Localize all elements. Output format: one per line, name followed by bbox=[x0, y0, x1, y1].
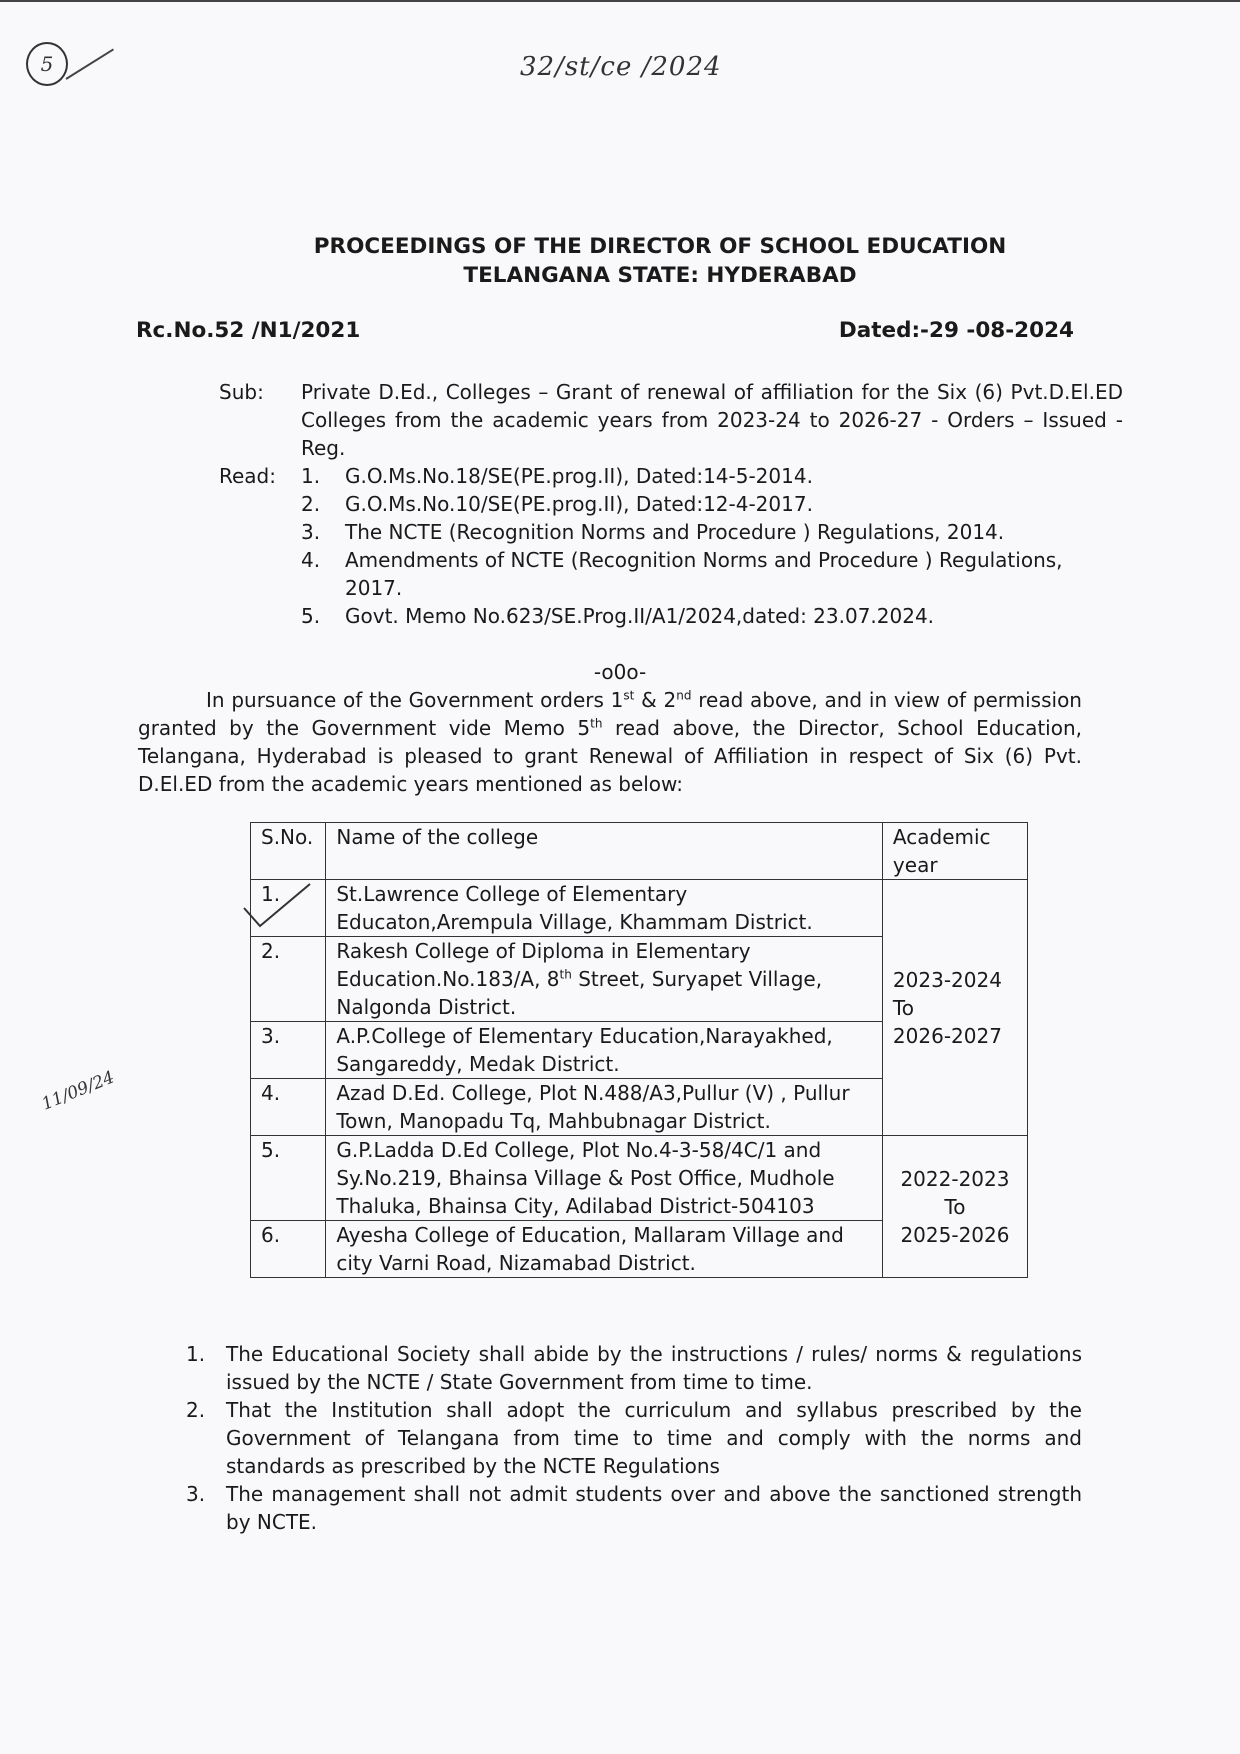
paragraph-text: read above, the Director, School Education, Telangana, Hyderabad is pleased to grant Renewal of Affiliation in respect of Six (6) Pvt. D.El.ED from the academic years mentioned as below: bbox=[138, 716, 1082, 796]
cell-college-name: St.Lawrence College of Elementary Educaton,Arempula Village, Khammam District. bbox=[326, 880, 883, 937]
condition-text: The Educational Society shall abide by the instructions / rules/ norms & regulations issued by the NCTE / State Government from time to time. bbox=[226, 1342, 1082, 1394]
year-end: 2025-2026 bbox=[900, 1222, 1010, 1247]
document-date: Dated:-29 -08-2024 bbox=[838, 318, 1074, 343]
cell-sno: 1. bbox=[251, 880, 326, 937]
read-item-number: 4. bbox=[301, 548, 321, 572]
read-item-text: Amendments of NCTE (Recognition Norms and Procedure ) Regulations, 2017. bbox=[345, 548, 1063, 600]
header-sno: S.No. bbox=[251, 823, 326, 880]
cell-college-name: Azad D.Ed. College, Plot N.488/A3,Pullur (V) , Pullur Town, Manopadu Tq, Mahbubnagar District. bbox=[326, 1079, 883, 1136]
read-item-number: 1. bbox=[301, 464, 321, 488]
condition-number: 1. bbox=[186, 1342, 206, 1366]
subject-text: Private D.Ed., Colleges – Grant of renewal of affiliation for the Six (6) Pvt.D.El.ED Colleges from the academic years from 2023-24 to 2026-27 - Orders – Issued - Reg. bbox=[301, 380, 1123, 460]
circled-number-text: 5 bbox=[40, 52, 54, 76]
ordinal-superscript: nd bbox=[676, 688, 692, 703]
read-item-number: 2. bbox=[301, 492, 321, 516]
read-label: Read: bbox=[219, 464, 276, 488]
condition-number: 3. bbox=[186, 1482, 206, 1506]
cell-sno: 2. bbox=[251, 937, 326, 1022]
handwritten-file-number: 32/st/ce /2024 bbox=[520, 52, 722, 82]
cell-academic-year-group-2 bbox=[882, 1136, 1027, 1278]
condition-item bbox=[186, 1340, 1082, 1396]
read-item-number: 3. bbox=[301, 520, 321, 544]
year-from: 2022-2023 bbox=[900, 1166, 1010, 1191]
year-to: To bbox=[944, 1194, 966, 1219]
condition-number: 2. bbox=[186, 1398, 206, 1422]
table-row bbox=[251, 880, 1028, 937]
paragraph-text: In pursuance of the Government orders 1 bbox=[206, 688, 624, 712]
read-item bbox=[301, 546, 1123, 602]
cell-college-name: Ayesha College of Education, Mallaram Village and city Varni Road, Nizamabad District. bbox=[326, 1221, 883, 1278]
ordinal-superscript: th bbox=[590, 716, 603, 731]
read-item-text: The NCTE (Recognition Norms and Procedure ) Regulations, 2014. bbox=[345, 520, 1005, 544]
cell-college-name: G.P.Ladda D.Ed College, Plot No.4-3-58/4C/1 and Sy.No.219, Bhainsa Village & Post Office, Mudhole Thaluka, Bhainsa City, Adilabad District-504103 bbox=[326, 1136, 883, 1221]
document-title bbox=[0, 232, 1240, 290]
condition-text: The management shall not admit students over and above the sanctioned strength by NCTE. bbox=[226, 1482, 1082, 1534]
handwritten-side-signature: 11/09/24 bbox=[39, 1067, 118, 1115]
read-item bbox=[301, 462, 1123, 490]
read-item bbox=[301, 518, 1123, 546]
paragraph-text: read above, and in view of permission granted by the Government vide Memo 5 bbox=[138, 688, 1082, 740]
read-item bbox=[301, 490, 1123, 518]
read-item-text: G.O.Ms.No.10/SE(PE.prog.II), Dated:12-4-2017. bbox=[345, 492, 813, 516]
table-row bbox=[251, 1136, 1028, 1221]
section-separator: -o0o- bbox=[593, 660, 647, 684]
colleges-table bbox=[250, 822, 1028, 1278]
read-references-list bbox=[301, 462, 1123, 630]
ordinal-superscript: th bbox=[559, 967, 572, 982]
read-item bbox=[301, 602, 1123, 630]
cell-sno: 3. bbox=[251, 1022, 326, 1079]
college-name-text: Rakesh College of Diploma in Elementary Education.No.183/A, 8 bbox=[336, 939, 751, 991]
cell-academic-year-group-1 bbox=[882, 880, 1027, 1136]
cell-sno: 6. bbox=[251, 1221, 326, 1278]
handwritten-tick-icon bbox=[240, 882, 314, 930]
cell-college-name bbox=[326, 937, 883, 1022]
header-college-name: Name of the college bbox=[326, 823, 883, 880]
header-academic-year: Academic year bbox=[882, 823, 1027, 880]
subject-label: Sub: bbox=[219, 380, 264, 404]
read-item-text: G.O.Ms.No.18/SE(PE.prog.II), Dated:14-5-2014. bbox=[345, 464, 813, 488]
paragraph-text: & 2 bbox=[634, 688, 677, 712]
handwritten-slash-mark bbox=[65, 48, 114, 79]
handwritten-circled-number bbox=[26, 42, 68, 86]
cell-sno: 5. bbox=[251, 1136, 326, 1221]
ordinal-superscript: st bbox=[623, 688, 635, 703]
order-paragraph bbox=[138, 686, 1082, 798]
college-name-text: Street, Suryapet Village, Nalgonda District. bbox=[336, 967, 823, 1019]
read-item-text: Govt. Memo No.623/SE.Prog.II/A1/2024,dated: 23.07.2024. bbox=[345, 604, 935, 628]
cell-college-name: A.P.College of Elementary Education,Narayakhed, Sangareddy, Medak District. bbox=[326, 1022, 883, 1079]
condition-text: That the Institution shall adopt the curriculum and syllabus prescribed by the Government of Telangana from time to time and comply with the norms and standards as prescribed by the NCTE Regulations bbox=[226, 1398, 1082, 1478]
conditions-list bbox=[186, 1340, 1082, 1536]
condition-item bbox=[186, 1396, 1082, 1480]
title-line-2: TELANGANA STATE: HYDERABAD bbox=[463, 263, 857, 288]
condition-item bbox=[186, 1480, 1082, 1536]
year-from: 2023-2024 bbox=[892, 967, 1002, 992]
read-item-number: 5. bbox=[301, 604, 321, 628]
cell-sno: 4. bbox=[251, 1079, 326, 1136]
title-line-1: PROCEEDINGS OF THE DIRECTOR OF SCHOOL EDUCATION bbox=[313, 234, 1007, 259]
reference-number: Rc.No.52 /N1/2021 bbox=[136, 318, 361, 343]
table-header-row bbox=[251, 823, 1028, 880]
year-to: To bbox=[892, 995, 914, 1020]
year-end: 2026-2027 bbox=[892, 1023, 1002, 1048]
